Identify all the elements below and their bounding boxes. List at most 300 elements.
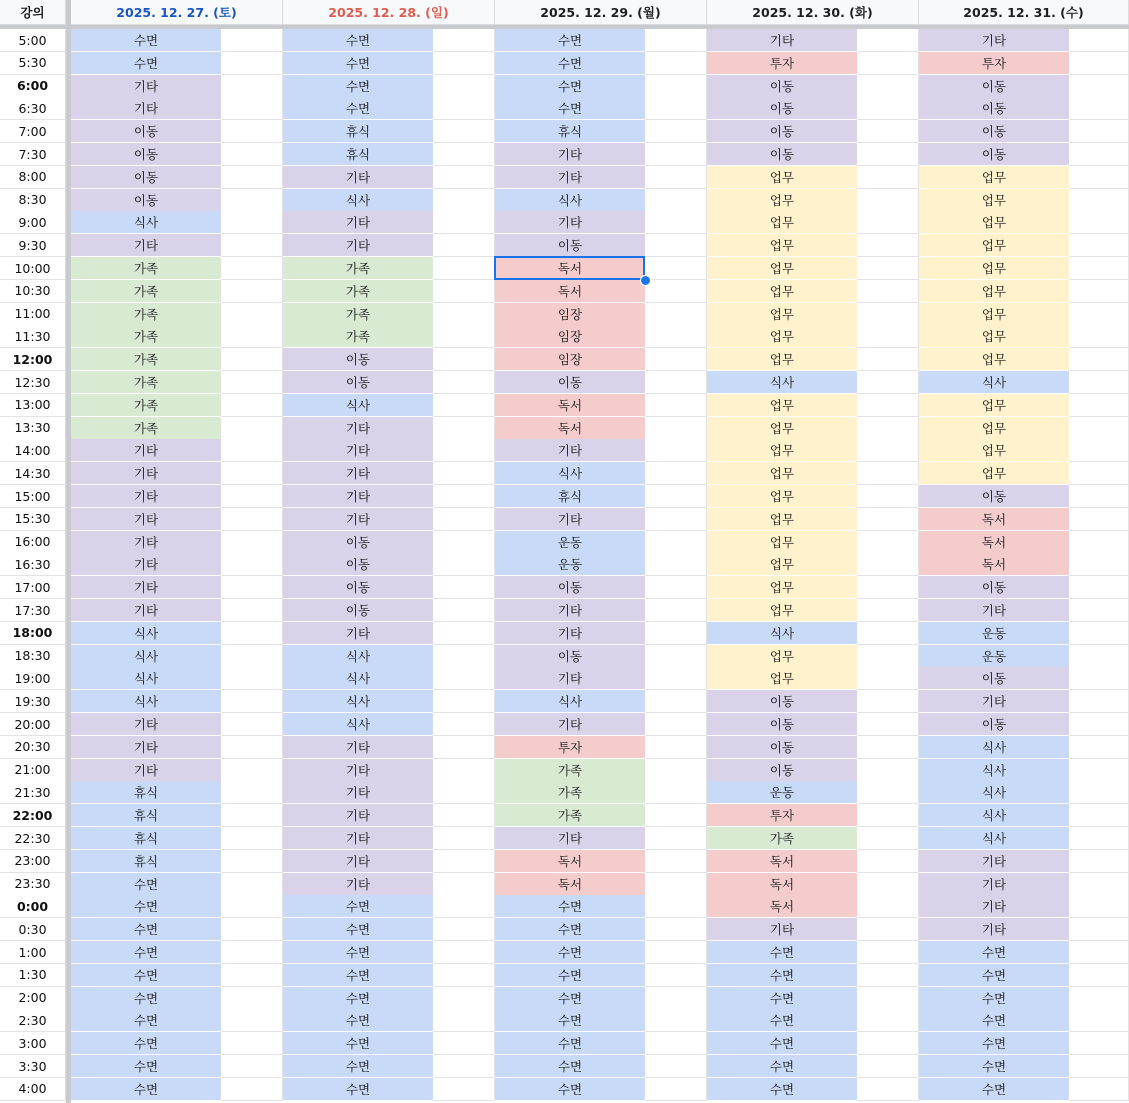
empty-cell[interactable] [433,1009,495,1032]
activity-cell[interactable]: 투자 [919,52,1069,75]
empty-cell[interactable] [433,736,495,759]
activity-cell[interactable]: 가족 [495,804,645,827]
empty-cell[interactable] [645,804,707,827]
activity-cell[interactable]: 기타 [283,759,433,782]
empty-cell[interactable] [1069,303,1129,326]
activity-cell[interactable]: 기타 [495,827,645,850]
activity-cell[interactable]: 수면 [283,29,433,52]
activity-cell[interactable]: 식사 [71,667,221,690]
empty-cell[interactable] [433,97,495,120]
activity-cell[interactable]: 이동 [707,736,857,759]
empty-cell[interactable] [857,873,919,896]
time-label[interactable]: 6:00 [0,75,66,98]
empty-cell[interactable] [857,508,919,531]
empty-cell[interactable] [433,417,495,440]
empty-cell[interactable] [857,713,919,736]
empty-cell[interactable] [1069,120,1129,143]
activity-cell[interactable]: 수면 [71,987,221,1010]
empty-cell[interactable] [857,941,919,964]
empty-cell[interactable] [645,781,707,804]
activity-cell[interactable]: 독서 [495,417,645,440]
activity-cell[interactable]: 업무 [707,417,857,440]
empty-cell[interactable] [433,508,495,531]
empty-cell[interactable] [645,257,707,280]
empty-cell[interactable] [1069,280,1129,303]
empty-cell[interactable] [645,280,707,303]
empty-cell[interactable] [857,987,919,1010]
activity-cell[interactable]: 수면 [283,1009,433,1032]
activity-cell[interactable]: 투자 [707,52,857,75]
activity-cell[interactable]: 이동 [707,120,857,143]
time-label[interactable]: 20:30 [0,736,66,759]
empty-cell[interactable] [1069,439,1129,462]
activity-cell[interactable]: 식사 [71,211,221,234]
activity-cell[interactable]: 가족 [71,325,221,348]
time-label[interactable]: 14:30 [0,462,66,485]
empty-cell[interactable] [1069,348,1129,371]
time-label[interactable]: 17:30 [0,599,66,622]
activity-cell[interactable]: 휴식 [495,485,645,508]
activity-cell[interactable]: 운동 [919,645,1069,668]
day-header-2[interactable]: 2025. 12. 29. (월) [495,0,707,25]
time-label[interactable]: 11:00 [0,303,66,326]
empty-cell[interactable] [433,987,495,1010]
empty-cell[interactable] [645,531,707,554]
activity-cell[interactable]: 기타 [495,439,645,462]
empty-cell[interactable] [221,257,283,280]
activity-cell[interactable]: 수면 [495,75,645,98]
empty-cell[interactable] [1069,234,1129,257]
empty-cell[interactable] [221,736,283,759]
activity-cell[interactable]: 수면 [283,918,433,941]
activity-cell[interactable]: 식사 [283,394,433,417]
empty-cell[interactable] [221,211,283,234]
activity-cell[interactable]: 기타 [919,690,1069,713]
activity-cell[interactable]: 업무 [919,211,1069,234]
empty-cell[interactable] [857,166,919,189]
empty-cell[interactable] [433,713,495,736]
activity-cell[interactable]: 이동 [71,143,221,166]
empty-cell[interactable] [645,189,707,212]
time-label[interactable]: 21:00 [0,759,66,782]
activity-cell[interactable]: 업무 [707,599,857,622]
activity-cell[interactable]: 업무 [707,462,857,485]
activity-cell[interactable]: 업무 [919,189,1069,212]
activity-cell[interactable]: 기타 [71,508,221,531]
empty-cell[interactable] [433,599,495,622]
empty-cell[interactable] [1069,850,1129,873]
time-label[interactable]: 12:00 [0,348,66,371]
empty-cell[interactable] [645,371,707,394]
activity-cell[interactable]: 가족 [283,280,433,303]
empty-cell[interactable] [221,850,283,873]
activity-cell[interactable]: 수면 [71,918,221,941]
activity-cell[interactable]: 수면 [495,29,645,52]
time-label[interactable]: 18:00 [0,622,66,645]
activity-cell[interactable]: 휴식 [71,781,221,804]
empty-cell[interactable] [857,325,919,348]
time-label[interactable]: 5:00 [0,29,66,52]
empty-cell[interactable] [857,599,919,622]
empty-cell[interactable] [645,97,707,120]
empty-cell[interactable] [433,781,495,804]
empty-cell[interactable] [645,622,707,645]
time-label[interactable]: 8:00 [0,166,66,189]
activity-cell[interactable]: 기타 [919,918,1069,941]
time-label[interactable]: 5:30 [0,52,66,75]
activity-cell[interactable]: 이동 [707,713,857,736]
activity-cell[interactable]: 업무 [707,303,857,326]
empty-cell[interactable] [645,736,707,759]
activity-cell[interactable]: 가족 [71,257,221,280]
activity-cell[interactable]: 업무 [707,645,857,668]
activity-cell[interactable]: 이동 [495,645,645,668]
empty-cell[interactable] [1069,143,1129,166]
empty-cell[interactable] [645,1009,707,1032]
activity-cell[interactable]: 수면 [71,1009,221,1032]
activity-cell[interactable]: 수면 [283,987,433,1010]
activity-cell[interactable]: 휴식 [71,804,221,827]
activity-cell[interactable]: 이동 [707,75,857,98]
activity-cell[interactable]: 업무 [919,417,1069,440]
fill-handle[interactable] [640,275,651,286]
empty-cell[interactable] [433,804,495,827]
empty-cell[interactable] [433,120,495,143]
empty-cell[interactable] [857,189,919,212]
empty-cell[interactable] [221,987,283,1010]
empty-cell[interactable] [221,189,283,212]
activity-cell[interactable]: 업무 [919,303,1069,326]
activity-cell[interactable]: 식사 [495,690,645,713]
activity-cell[interactable]: 수면 [707,1009,857,1032]
activity-cell[interactable]: 수면 [495,964,645,987]
activity-cell[interactable]: 독서 [707,873,857,896]
empty-cell[interactable] [857,759,919,782]
activity-cell[interactable]: 휴식 [283,120,433,143]
activity-cell[interactable]: 수면 [707,964,857,987]
activity-cell[interactable]: 업무 [919,234,1069,257]
empty-cell[interactable] [857,645,919,668]
activity-cell[interactable]: 기타 [283,508,433,531]
time-label[interactable]: 21:30 [0,781,66,804]
activity-cell[interactable]: 식사 [495,189,645,212]
empty-cell[interactable] [857,371,919,394]
empty-cell[interactable] [221,508,283,531]
activity-cell[interactable]: 기타 [495,599,645,622]
time-label[interactable]: 18:30 [0,645,66,668]
empty-cell[interactable] [433,189,495,212]
time-label[interactable]: 15:00 [0,485,66,508]
empty-cell[interactable] [221,303,283,326]
empty-cell[interactable] [645,394,707,417]
empty-cell[interactable] [1069,713,1129,736]
time-label[interactable]: 10:00 [0,257,66,280]
activity-cell[interactable]: 독서 [495,280,645,303]
empty-cell[interactable] [857,622,919,645]
empty-cell[interactable] [857,211,919,234]
time-label[interactable]: 0:00 [0,895,66,918]
activity-cell[interactable]: 식사 [283,690,433,713]
activity-cell[interactable]: 이동 [71,189,221,212]
activity-cell[interactable]: 업무 [919,257,1069,280]
empty-cell[interactable] [221,462,283,485]
empty-cell[interactable] [645,1055,707,1078]
empty-cell[interactable] [221,485,283,508]
empty-cell[interactable] [1069,531,1129,554]
empty-cell[interactable] [857,394,919,417]
activity-cell[interactable]: 수면 [919,1009,1069,1032]
time-label[interactable]: 7:00 [0,120,66,143]
empty-cell[interactable] [221,895,283,918]
activity-cell[interactable]: 식사 [919,736,1069,759]
activity-cell[interactable]: 기타 [919,599,1069,622]
activity-cell[interactable]: 이동 [495,234,645,257]
time-label[interactable]: 10:30 [0,280,66,303]
activity-cell[interactable]: 수면 [495,1055,645,1078]
empty-cell[interactable] [221,713,283,736]
empty-cell[interactable] [645,439,707,462]
empty-cell[interactable] [1069,576,1129,599]
empty-cell[interactable] [645,690,707,713]
empty-cell[interactable] [1069,622,1129,645]
empty-cell[interactable] [1069,736,1129,759]
activity-cell[interactable]: 기타 [495,713,645,736]
activity-cell[interactable]: 수면 [919,1078,1069,1101]
activity-cell[interactable]: 가족 [283,325,433,348]
empty-cell[interactable] [221,166,283,189]
empty-cell[interactable] [1069,52,1129,75]
empty-cell[interactable] [221,599,283,622]
activity-cell[interactable]: 수면 [495,1032,645,1055]
activity-cell[interactable]: 기타 [283,166,433,189]
activity-cell[interactable]: 기타 [71,759,221,782]
empty-cell[interactable] [433,759,495,782]
time-label[interactable]: 19:30 [0,690,66,713]
activity-cell[interactable]: 가족 [71,303,221,326]
empty-cell[interactable] [645,508,707,531]
activity-cell[interactable]: 업무 [919,462,1069,485]
empty-cell[interactable] [221,759,283,782]
empty-cell[interactable] [645,485,707,508]
activity-cell[interactable]: 가족 [283,257,433,280]
activity-cell[interactable]: 업무 [707,485,857,508]
empty-cell[interactable] [433,348,495,371]
time-label[interactable]: 3:00 [0,1032,66,1055]
activity-cell[interactable]: 식사 [707,371,857,394]
empty-cell[interactable] [1069,827,1129,850]
activity-cell[interactable]: 식사 [71,622,221,645]
activity-cell[interactable]: 수면 [919,1055,1069,1078]
empty-cell[interactable] [857,1078,919,1101]
empty-cell[interactable] [1069,1055,1129,1078]
empty-cell[interactable] [857,280,919,303]
empty-cell[interactable] [1069,1032,1129,1055]
activity-cell[interactable]: 기타 [495,508,645,531]
empty-cell[interactable] [645,713,707,736]
activity-cell[interactable]: 수면 [283,941,433,964]
activity-cell[interactable]: 기타 [919,873,1069,896]
empty-cell[interactable] [221,667,283,690]
activity-cell[interactable]: 수면 [495,895,645,918]
empty-cell[interactable] [221,29,283,52]
empty-cell[interactable] [221,120,283,143]
empty-cell[interactable] [433,622,495,645]
empty-cell[interactable] [857,576,919,599]
empty-cell[interactable] [1069,166,1129,189]
time-label[interactable]: 0:30 [0,918,66,941]
empty-cell[interactable] [221,1055,283,1078]
activity-cell[interactable]: 식사 [71,645,221,668]
activity-cell[interactable]: 수면 [71,52,221,75]
empty-cell[interactable] [645,667,707,690]
activity-cell[interactable]: 기타 [71,553,221,576]
empty-cell[interactable] [645,462,707,485]
activity-cell[interactable]: 가족 [283,303,433,326]
empty-cell[interactable] [857,1009,919,1032]
empty-cell[interactable] [433,485,495,508]
empty-cell[interactable] [221,325,283,348]
empty-cell[interactable] [645,576,707,599]
activity-cell[interactable]: 업무 [707,531,857,554]
activity-cell[interactable]: 이동 [283,553,433,576]
empty-cell[interactable] [433,325,495,348]
activity-cell[interactable]: 수면 [283,52,433,75]
activity-cell[interactable]: 업무 [707,280,857,303]
activity-cell[interactable]: 이동 [919,576,1069,599]
time-label[interactable]: 3:30 [0,1055,66,1078]
empty-cell[interactable] [433,918,495,941]
activity-cell[interactable]: 업무 [707,508,857,531]
activity-cell[interactable]: 기타 [495,143,645,166]
empty-cell[interactable] [857,553,919,576]
activity-cell[interactable]: 기타 [71,599,221,622]
activity-cell[interactable]: 수면 [495,941,645,964]
activity-cell[interactable]: 수면 [707,987,857,1010]
empty-cell[interactable] [857,120,919,143]
empty-cell[interactable] [1069,211,1129,234]
time-label[interactable]: 1:00 [0,941,66,964]
empty-cell[interactable] [1069,485,1129,508]
activity-cell[interactable]: 기타 [283,622,433,645]
activity-cell[interactable]: 운동 [495,531,645,554]
activity-cell[interactable]: 휴식 [283,143,433,166]
empty-cell[interactable] [645,873,707,896]
activity-cell[interactable]: 업무 [707,439,857,462]
empty-cell[interactable] [645,918,707,941]
time-label[interactable]: 16:00 [0,531,66,554]
activity-cell[interactable]: 투자 [707,804,857,827]
activity-cell[interactable]: 이동 [919,667,1069,690]
empty-cell[interactable] [221,439,283,462]
empty-cell[interactable] [857,690,919,713]
activity-cell[interactable]: 기타 [707,918,857,941]
empty-cell[interactable] [221,827,283,850]
time-label[interactable]: 4:00 [0,1078,66,1101]
time-label[interactable]: 11:30 [0,325,66,348]
empty-cell[interactable] [645,1032,707,1055]
activity-cell[interactable]: 수면 [919,987,1069,1010]
time-label[interactable]: 16:30 [0,553,66,576]
activity-cell[interactable]: 수면 [71,1032,221,1055]
activity-cell[interactable]: 가족 [71,280,221,303]
activity-cell[interactable]: 이동 [495,371,645,394]
empty-cell[interactable] [1069,462,1129,485]
activity-cell[interactable]: 업무 [707,667,857,690]
activity-cell[interactable]: 운동 [707,781,857,804]
activity-cell[interactable]: 업무 [707,553,857,576]
empty-cell[interactable] [1069,645,1129,668]
empty-cell[interactable] [1069,987,1129,1010]
activity-cell[interactable]: 기타 [495,622,645,645]
activity-cell[interactable]: 수면 [71,941,221,964]
empty-cell[interactable] [857,895,919,918]
activity-cell[interactable]: 수면 [707,1032,857,1055]
empty-cell[interactable] [1069,759,1129,782]
empty-cell[interactable] [645,166,707,189]
time-label[interactable]: 9:00 [0,211,66,234]
activity-cell[interactable]: 이동 [919,143,1069,166]
activity-cell[interactable]: 기타 [283,873,433,896]
time-label[interactable]: 22:30 [0,827,66,850]
activity-cell[interactable]: 휴식 [71,850,221,873]
activity-cell[interactable]: 임장 [495,325,645,348]
time-label[interactable]: 14:00 [0,439,66,462]
activity-cell[interactable]: 업무 [707,166,857,189]
activity-cell[interactable]: 독서 [495,257,645,280]
activity-cell[interactable]: 독서 [495,394,645,417]
empty-cell[interactable] [221,804,283,827]
activity-cell[interactable]: 수면 [495,1078,645,1101]
activity-cell[interactable]: 이동 [283,599,433,622]
activity-cell[interactable]: 식사 [283,189,433,212]
empty-cell[interactable] [221,75,283,98]
activity-cell[interactable]: 휴식 [495,120,645,143]
empty-cell[interactable] [1069,189,1129,212]
empty-cell[interactable] [221,371,283,394]
empty-cell[interactable] [645,759,707,782]
activity-cell[interactable]: 식사 [283,645,433,668]
empty-cell[interactable] [857,850,919,873]
empty-cell[interactable] [221,964,283,987]
activity-cell[interactable]: 독서 [495,873,645,896]
activity-cell[interactable]: 수면 [707,1055,857,1078]
empty-cell[interactable] [857,1055,919,1078]
activity-cell[interactable]: 기타 [71,439,221,462]
empty-cell[interactable] [433,1078,495,1101]
empty-cell[interactable] [221,1009,283,1032]
empty-cell[interactable] [221,97,283,120]
activity-cell[interactable]: 업무 [707,576,857,599]
empty-cell[interactable] [433,29,495,52]
empty-cell[interactable] [645,75,707,98]
empty-cell[interactable] [1069,941,1129,964]
activity-cell[interactable]: 휴식 [71,827,221,850]
activity-cell[interactable]: 기타 [71,75,221,98]
activity-cell[interactable]: 이동 [71,166,221,189]
day-header-3[interactable]: 2025. 12. 30. (화) [707,0,919,25]
activity-cell[interactable]: 독서 [707,850,857,873]
activity-cell[interactable]: 이동 [919,120,1069,143]
activity-cell[interactable]: 독서 [707,895,857,918]
empty-cell[interactable] [433,645,495,668]
day-header-4[interactable]: 2025. 12. 31. (수) [919,0,1129,25]
activity-cell[interactable]: 기타 [71,736,221,759]
activity-cell[interactable]: 수면 [495,1009,645,1032]
time-label[interactable]: 13:30 [0,417,66,440]
activity-cell[interactable]: 기타 [919,29,1069,52]
activity-cell[interactable]: 업무 [919,325,1069,348]
activity-cell[interactable]: 이동 [707,690,857,713]
